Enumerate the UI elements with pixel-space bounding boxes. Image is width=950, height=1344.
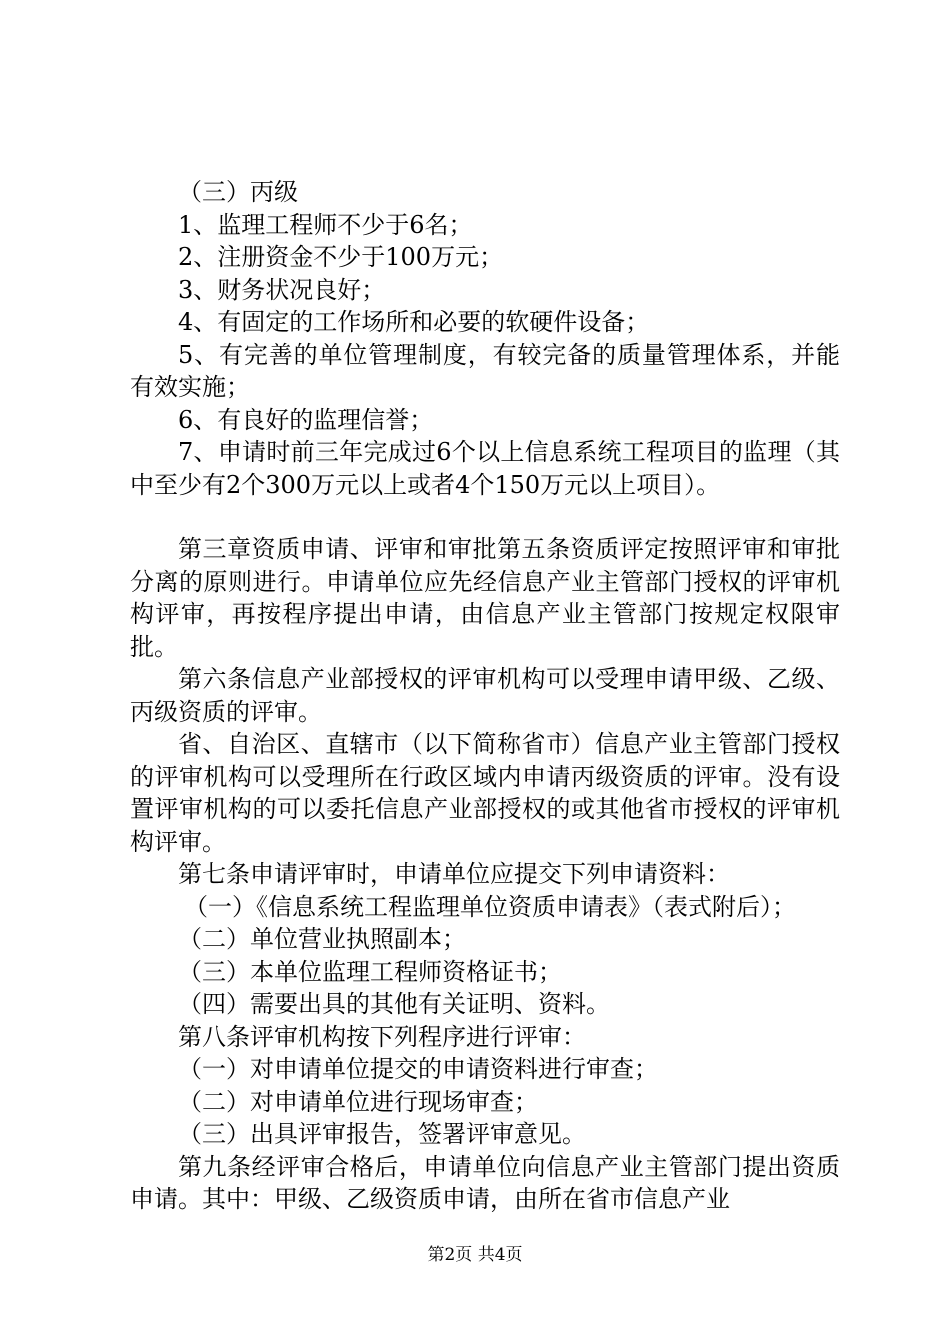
paragraph: 第七条申请评审时，申请单位应提交下列申请资料：	[178, 860, 730, 888]
paragraph-gap	[130, 501, 840, 533]
paragraph: 5、有完善的单位管理制度，有较完备的质量管理体系，并能有效实施；	[130, 340, 840, 401]
paragraph: 6、有良好的监理信誉；	[178, 405, 434, 434]
paragraph: 1、监理工程师不少于6名；	[178, 210, 473, 239]
paragraph: （三）本单位监理工程师资格证书；	[178, 957, 562, 986]
paragraph: 2、注册资金不少于100万元；	[178, 243, 504, 271]
paragraph: 第六条信息产业部授权的评审机构可以受理申请甲级、乙级、丙级资质的评审。	[130, 665, 840, 726]
paragraph: 第三章资质申请、评审和审批第五条资质评定按照评审和审批分离的原则进行。申请单位应先经信息产业主管部门授权的评审机构评审，再按程序提出申请，由信息产业主管部门按规定权限审批。	[130, 535, 840, 661]
paragraph: 4、有固定的工作场所和必要的软硬件设备；	[178, 308, 650, 336]
paragraph: 省、自治区、直辖市（以下简称省市）信息产业主管部门授权的评审机构可以受理所在行政区域内申请丙级资质的评审。没有设置评审机构的可以委托信息产业部授权的或其他省市授权的评审机构评审。	[130, 730, 840, 856]
document-body	[130, 176, 840, 1216]
paragraph: （三）出具评审报告，签署评审意见。	[178, 1120, 586, 1148]
paragraph: （一）对申请单位提交的申请资料进行审查；	[178, 1055, 658, 1083]
page-footer: 第2页 共4页	[427, 1245, 523, 1265]
paragraph: 7、申请时前三年完成过6个以上信息系统工程项目的监理（其中至少有2个300万元以上或者4个150万元以上项目）。	[130, 438, 840, 499]
paragraph: 第八条评审机构按下列程序进行评审：	[178, 1022, 586, 1051]
paragraph: （四）需要出具的其他有关证明、资料。	[178, 990, 610, 1018]
paragraph: 第九条经评审合格后，申请单位向信息产业主管部门提出资质申请。其中：甲级、乙级资质申请，由所在省市信息产业	[130, 1152, 840, 1213]
paragraph: （二）对申请单位进行现场审查；	[178, 1087, 538, 1116]
paragraph: （三）丙级	[178, 178, 298, 206]
paragraph: 3、财务状况良好；	[178, 275, 386, 304]
paragraph: （一）《信息系统工程监理单位资质申请表》（表式附后）；	[184, 892, 796, 921]
paragraph: （二）单位营业执照副本；	[178, 925, 466, 953]
